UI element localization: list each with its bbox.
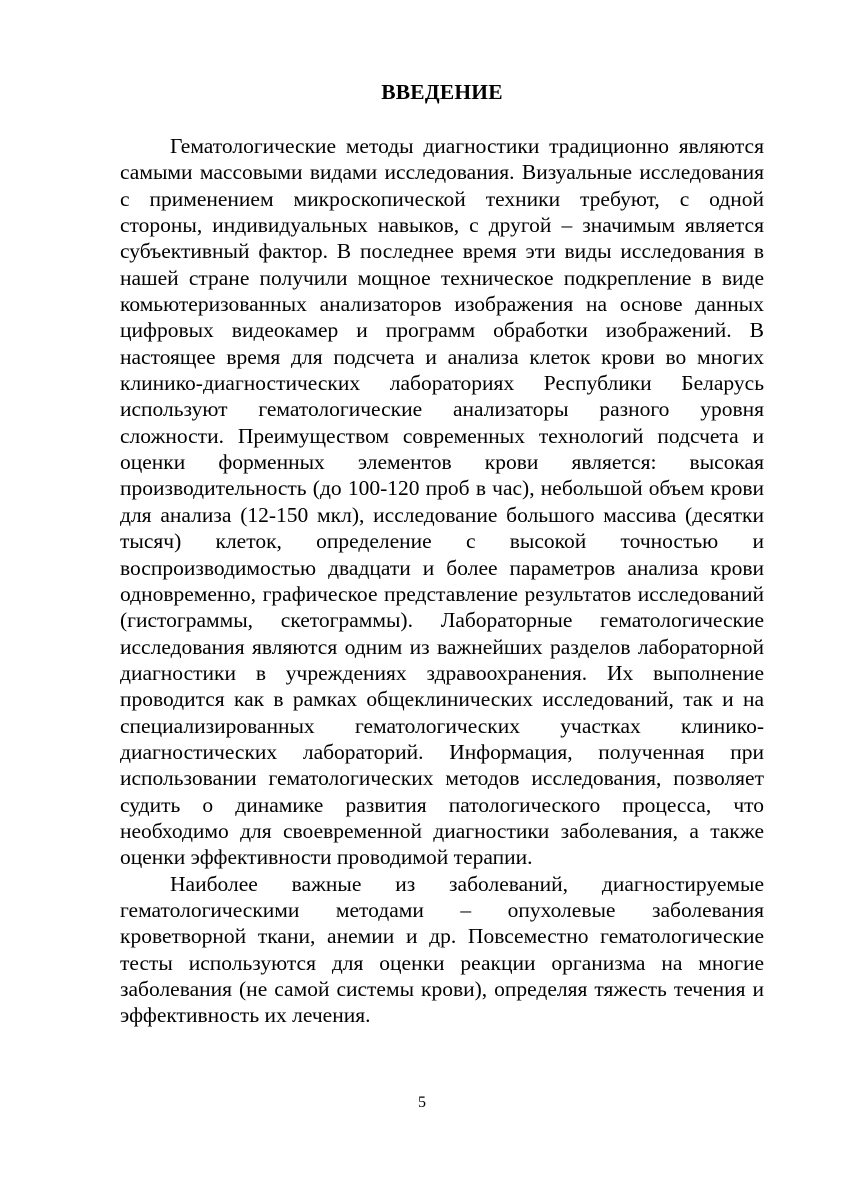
page-title: ВВЕДЕНИЕ bbox=[381, 80, 503, 104]
paragraph-2: Наиболее важные из заболеваний, диагностируемые гематологическими методами – опухолевые заболевания кроветворной ткани, анемии и др. Повсеместно гематологические тесты используются для оценки реакции организма на многие заболевания (не самой системы крови), определяя тяжесть течения и эффективность их лечения. bbox=[120, 871, 764, 1028]
page-number: 5 bbox=[418, 1094, 426, 1111]
body-text bbox=[120, 133, 764, 1029]
paragraph-1: Гематологические методы диагностики традиционно являются самыми массовыми видами исследования. Визуальные исследования с применением микроскопической техники требуют, с одной стороны, индивидуальных навыков, с другой – значимым является субъективный фактор. В последнее время эти виды исследования в нашей стране получили мощное техническое подкрепление в виде комьютеризованных анализаторов изображения на основе данных цифровых видеокамер и программ обработки изображений. В настоящее время для подсчета и анализа клеток крови во многих клинико-диагностических лабораториях Республики Беларусь используют гематологические анализаторы разного уровня сложности. Преимуществом современных технологий подсчета и оценки форменных элементов крови является: высокая производительность (до 100-120 проб в час), небольшой объем крови для анализа (12-150 мкл), исследование большого массива (десятки тысяч) клеток, определение с высокой точностью и воспроизводимостью двадцати и более параметров анализа крови одновременно, графическое представление результатов исследований (гистограммы, скетограммы). Лабораторные гематологические исследования являются одним из важнейших разделов лабораторной диагностики в учреждениях здравоохранения. Их выполнение проводится как в рамках общеклинических исследований, так и на специализированных гематологических участках клинико-диагностических лабораторий. Информация, полученная при использовании гематологических методов исследования, позволяет судить о динамике развития патологического процесса, что необходимо для своевременной диагностики заболевания, а также оценки эффективности проводимой терапии. bbox=[120, 134, 764, 870]
